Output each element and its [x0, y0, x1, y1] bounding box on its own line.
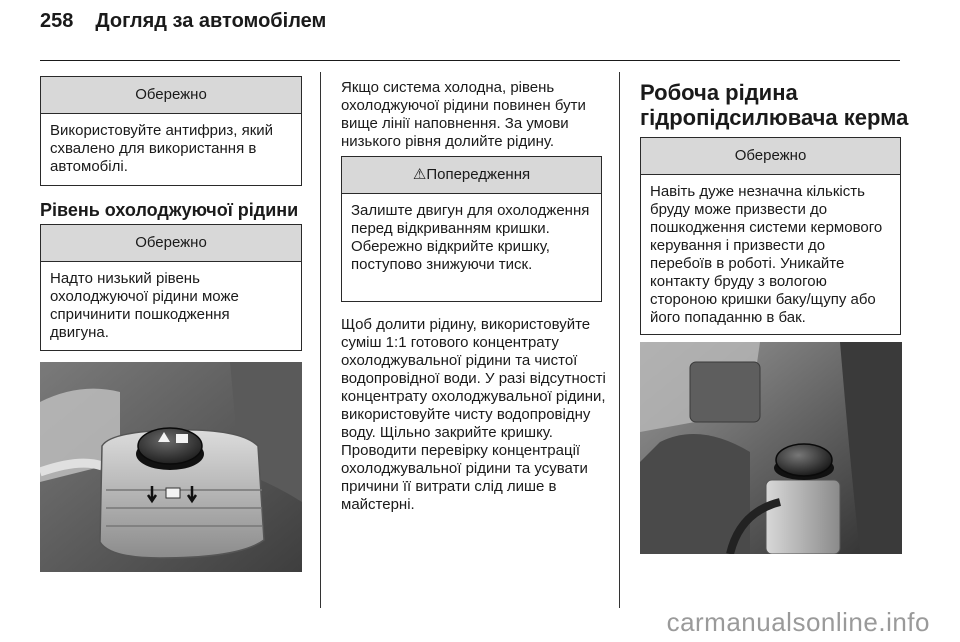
caution-text: Навіть дуже незначна кількість бруду може призвести до пошкодження системи кермового керування і призвести до перебоїв в роботі. Уникайте контакту бруду з вологою стороною кришки баку/щупу або його попаданню в бак. — [650, 183, 883, 326]
page-number: 258 — [40, 10, 74, 32]
watermark: carmanualsonline.info — [666, 607, 930, 637]
caution-title: Обережно — [41, 225, 301, 262]
caution-box-low-coolant — [40, 224, 302, 351]
warning-box-hot-engine — [341, 156, 602, 302]
column-divider-right — [619, 72, 620, 608]
caution-title: Обережно — [41, 77, 301, 114]
power-steering-reservoir-photo — [640, 342, 902, 554]
warning-triangle-icon: ⚠ — [412, 166, 427, 183]
coolant-topup-instructions: Щоб долити рідину, використовуйте суміш 1:1 готового концентрату охолоджувальної рідини та чистої водопровідної води. У разі відсутності концентрату охолоджувальної рідини, використовуйте чисту водопровідну воду. Щільно закрийте кришку. Проводити перевірку концентрації охолоджувальної рідини та усувати причини її витрати слід лише в майстерні. — [341, 316, 606, 513]
section-title-power-steering-fluid: Робоча рідина гідропідсилювача керма — [640, 80, 909, 130]
caution-box-dirt — [640, 137, 901, 335]
caution-title: Обережно — [641, 138, 900, 175]
warning-title: Попередження — [426, 166, 531, 183]
section-title-coolant-level: Рівень охолоджуючої рідини — [40, 200, 299, 220]
column-divider-left — [320, 72, 321, 608]
header-rule — [40, 60, 900, 61]
caution-box-antifreeze — [40, 76, 302, 186]
warning-text: Залиште двигун для охолодження перед відкриванням кришки. Обережно відкрийте кришку, поступово знижуючи тиск. — [351, 202, 590, 273]
chapter-title: Догляд за автомобілем — [95, 10, 327, 32]
coolant-reservoir-photo — [40, 362, 302, 572]
page-header — [40, 10, 326, 33]
warning-title-row — [342, 157, 601, 194]
coolant-level-intro: Якщо система холодна, рівень охолоджуючої рідини повинен бути вище лінії наповнення. За умови низького рівня долийте рідину. — [341, 79, 586, 150]
caution-text: Використовуйте антифриз, який схвалено для використання в автомобілі. — [50, 122, 274, 175]
caution-text: Надто низький рівень охолоджуючої рідини може спричинити пошкодження двигуна. — [50, 270, 239, 341]
